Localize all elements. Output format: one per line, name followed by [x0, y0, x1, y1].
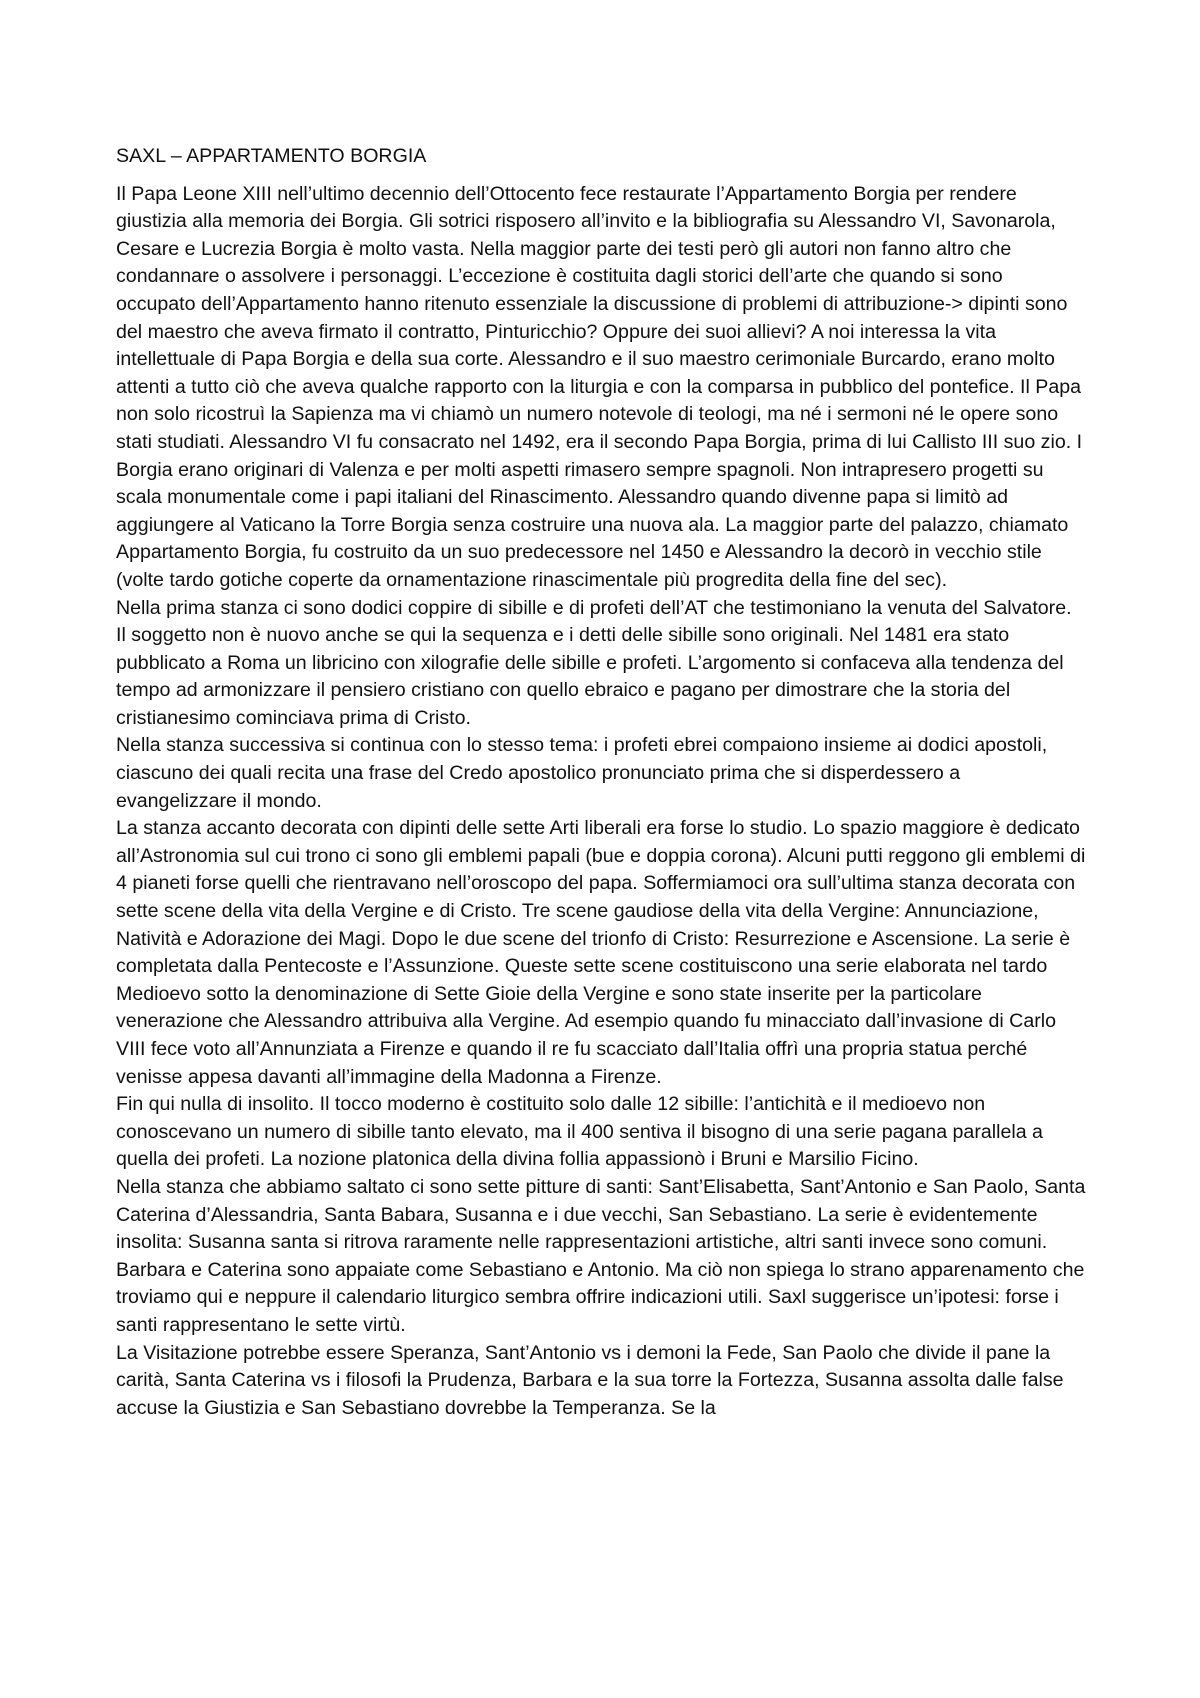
paragraph-liberal-arts-room: La stanza accanto decorata con dipinti delle sette Arti liberali era forse lo studio. Lo spazio maggiore è dedicato all’Astronomia sul cui trono ci sono gli emblemi papali (bue e doppia corona). Alcuni putti reggono gli emblemi di 4 pianeti forse quelli che rientravano nell’oroscopo del papa. Soffermiamoci ora sull’ultima stanza decorata con sette scene della vita della Vergine e di Cristo. Tre scene gaudiose della vita della Vergine: Annunciazione, Natività e Adorazione dei Magi. Dopo le due scene del trionfo di Cristo: Resurrezione e Ascensione. La serie è completata dalla Pentecoste e l’Assunzione. Queste sette scene costituiscono una serie elaborata nel tardo Medioevo sotto la denominazione di Sette Gioie della Vergine e sono state inserite per la particolare venerazione che Alessandro attribuiva alla Vergine. Ad esempio quando fu minacciato dall’invasione di Carlo VIII fece voto all’Annunziata a Firenze e quando il re fu scacciato dall’Italia offrì una propria statua perché venisse appesa davanti all’immagine della Madonna a Firenze. [116, 817, 1086, 1088]
paragraph-next-room: Nella stanza successiva si continua con lo stesso tema: i profeti ebrei compaiono insieme ai dodici apostoli, ciascuno dei quali recita una frase del Credo apostolico pronunciato prima che si disperdessero a evangelizzare il mondo. [116, 734, 1048, 812]
paragraph-sibyls: Fin qui nulla di insolito. Il tocco moderno è costituito solo dalle 12 sibille: l’antichità e il medioevo non conoscevano un numero di sibille tanto elevato, ma il 400 sentiva il bisogno di una serie pagana parallela a quella dei profeti. La nozione platonica della divina follia appassionò i Bruni e Marsilio Ficino. [116, 1093, 1043, 1171]
paragraph-virtues: La Visitazione potrebbe essere Speranza, Sant’Antonio vs i demoni la Fede, San Paolo che divide il pane la carità, Santa Caterina vs i filosofi la Prudenza, Barbara e la sua torre la Fortezza, Susanna assolta dalle false accuse la Giustizia e San Sebastiano dovrebbe la Temperanza. Se la [116, 1341, 1064, 1419]
document-title: SAXL – APPARTAMENTO BORGIA [116, 145, 427, 167]
paragraph-first-room: Nella prima stanza ci sono dodici coppire di sibille e di profeti dell’AT che testimoniano la venuta del Salvatore. Il soggetto non è nuovo anche se qui la sequenza e i detti delle sibille sono originali. Nel 1481 era stato pubblicato a Roma un libricino con xilografie delle sibille e profeti. L’argomento si confaceva alla tendenza del tempo ad armonizzare il pensiero cristiano con quello ebraico e pagano per dimostrare che la storia del cristianesimo cominciava prima di Cristo. [116, 596, 1072, 729]
paragraph-intro: Il Papa Leone XIII nell’ultimo decennio dell’Ottocento fece restaurate l’Appartamento Borgia per rendere giustizia alla memoria dei Borgia. Gli sotrici risposero all’invito e la bibliografia su Alessandro VI, Savonarola, Cesare e Lucrezia Borgia è molto vasta. Nella maggior parte dei testi però gli autori non fanno altro che condannare o assolvere i personaggi. L’eccezione è costituita dagli storici dell’arte che quando si sono occupato dell’Appartamento hanno ritenuto essenziale la discussione di problemi di attribuzione-> dipinti sono del maestro che aveva firmato il contratto, Pinturicchio? Oppure dei suoi allievi? A noi interessa la vita intellettuale di Papa Borgia e della sua corte. Alessandro e il suo maestro cerimoniale Burcardo, erano molto attenti a tutto ciò che aveva qualche rapporto con la liturgia e con la comparsa in pubblico del pontefice. Il Papa non solo ricostruì la Sapienza ma vi chiamò un numero notevole di teologi, ma né i sermoni né le opere sono stati studiati. Alessandro VI fu consacrato nel 1492, era il secondo Papa Borgia, prima di lui Callisto III suo zio. I Borgia erano originari di Valenza e per molti aspetti rimasero sempre spagnoli. Non intrapresero progetti su scala monumentale come i papi italiani del Rinascimento. Alessandro quando divenne papa si limitò ad aggiungere al Vaticano la Torre Borgia senza costruire una nuova ala. La maggior parte del palazzo, chiamato Appartamento Borgia, fu costruito da un suo predecessore nel 1450 e Alessandro la decorò in vecchio stile (volte tardo gotiche coperte da ornamentazione rinascimentale più progredita della fine del sec). [116, 182, 1083, 591]
document-body [116, 143, 1086, 1422]
paragraph-saints-room: Nella stanza che abbiamo saltato ci sono sette pitture di santi: Sant’Elisabetta, Sant’Antonio e San Paolo, Santa Caterina d’Alessandria, Santa Babara, Susanna e i due vecchi, San Sebastiano. La serie è evidentemente insolita: Susanna santa si ritrova raramente nelle rappresentazioni artistiche, altri santi invece sono comuni. Barbara e Caterina sono appaiate come Sebastiano e Antonio. Ma ciò non spiega lo strano apparenamento che troviamo qui e neppure il calendario liturgico sembra offrire indicazioni utili. Saxl suggerisce un’ipotesi: forse i santi rappresentano le sette virtù. [116, 1175, 1086, 1336]
